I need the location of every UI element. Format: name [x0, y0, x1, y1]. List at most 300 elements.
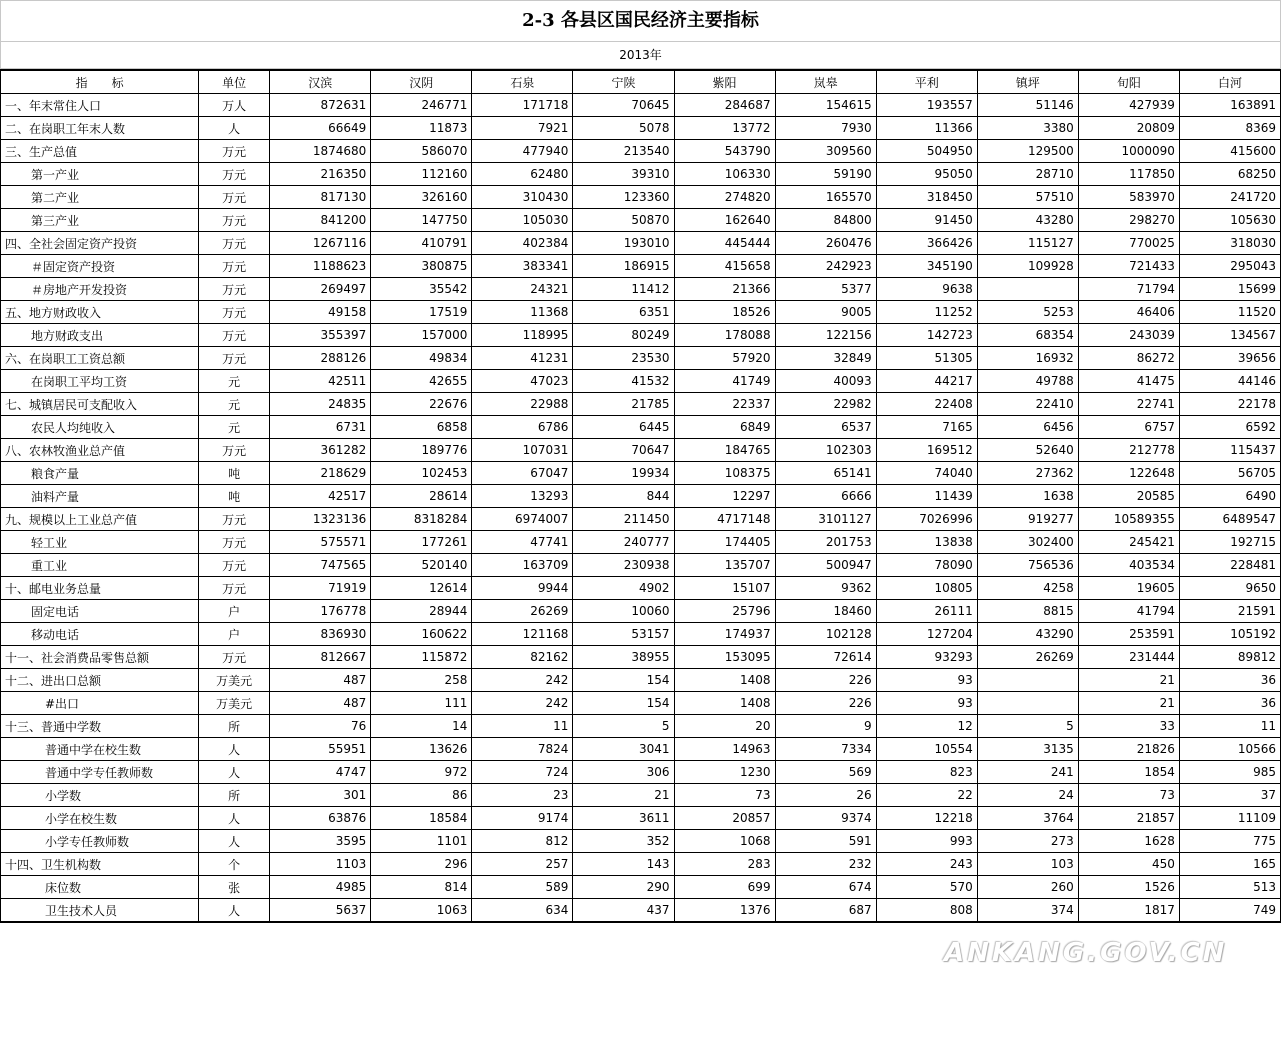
- value-cell: 4717148: [674, 508, 775, 531]
- value-cell: 169512: [876, 439, 977, 462]
- indicator-label: 十四、卫生机构数: [1, 853, 199, 876]
- value-cell: 35542: [371, 278, 472, 301]
- value-cell: 12: [876, 715, 977, 738]
- table-row: [1, 738, 1281, 761]
- value-cell: 1638: [977, 485, 1078, 508]
- table-row: [1, 600, 1281, 623]
- indicator-label: 普通中学专任教师数: [1, 761, 199, 784]
- value-cell: 477940: [472, 140, 573, 163]
- unit-cell: 张: [199, 876, 270, 899]
- value-cell: 73: [1078, 784, 1179, 807]
- header-indicator: 指 标: [1, 70, 199, 94]
- value-cell: 22988: [472, 393, 573, 416]
- indicator-label: 四、全社会固定资产投资: [1, 232, 199, 255]
- value-cell: 59190: [775, 163, 876, 186]
- value-cell: 154615: [775, 94, 876, 117]
- value-cell: 5637: [270, 899, 371, 923]
- unit-cell: 万元: [199, 209, 270, 232]
- indicator-label: 一、年末常住人口: [1, 94, 199, 117]
- value-cell: 129500: [977, 140, 1078, 163]
- header-xunyang: 旬阳: [1078, 70, 1179, 94]
- value-cell: 22676: [371, 393, 472, 416]
- value-cell: 226: [775, 692, 876, 715]
- indicator-table: [0, 69, 1281, 923]
- value-cell: 153095: [674, 646, 775, 669]
- value-cell: 9: [775, 715, 876, 738]
- value-cell: 3380: [977, 117, 1078, 140]
- value-cell: 355397: [270, 324, 371, 347]
- indicator-label: ＃固定资产投资: [1, 255, 199, 278]
- value-cell: 445444: [674, 232, 775, 255]
- value-cell: 184765: [674, 439, 775, 462]
- value-cell: 23530: [573, 347, 674, 370]
- table-row: [1, 485, 1281, 508]
- value-cell: 44146: [1179, 370, 1280, 393]
- unit-cell: 万元: [199, 439, 270, 462]
- value-cell: 383341: [472, 255, 573, 278]
- table-row: [1, 393, 1281, 416]
- unit-cell: 万元: [199, 554, 270, 577]
- indicator-label: 十二、进出口总额: [1, 669, 199, 692]
- value-cell: 11: [1179, 715, 1280, 738]
- value-cell: 4985: [270, 876, 371, 899]
- value-cell: 3041: [573, 738, 674, 761]
- value-cell: 415600: [1179, 140, 1280, 163]
- header-row: [1, 70, 1281, 94]
- value-cell: 6537: [775, 416, 876, 439]
- value-cell: 1188623: [270, 255, 371, 278]
- value-cell: 6974007: [472, 508, 573, 531]
- indicator-label: 轻工业: [1, 531, 199, 554]
- value-cell: 1817: [1078, 899, 1179, 923]
- unit-cell: 万元: [199, 301, 270, 324]
- value-cell: 1230: [674, 761, 775, 784]
- value-cell: 122648: [1078, 462, 1179, 485]
- value-cell: 273: [977, 830, 1078, 853]
- header-hanyin: 汉阴: [371, 70, 472, 94]
- value-cell: 575571: [270, 531, 371, 554]
- value-cell: 7334: [775, 738, 876, 761]
- table-row: [1, 324, 1281, 347]
- value-cell: 163709: [472, 554, 573, 577]
- value-cell: 41231: [472, 347, 573, 370]
- indicator-label: 地方财政支出: [1, 324, 199, 347]
- header-zhenping: 镇坪: [977, 70, 1078, 94]
- value-cell: 5: [977, 715, 1078, 738]
- value-cell: 42511: [270, 370, 371, 393]
- value-cell: 22982: [775, 393, 876, 416]
- value-cell: 12297: [674, 485, 775, 508]
- value-cell: 21: [1078, 669, 1179, 692]
- value-cell: 33: [1078, 715, 1179, 738]
- unit-cell: 个: [199, 853, 270, 876]
- value-cell: 80249: [573, 324, 674, 347]
- indicator-label: 十、邮电业务总量: [1, 577, 199, 600]
- table-row: [1, 876, 1281, 899]
- value-cell: 112160: [371, 163, 472, 186]
- unit-cell: 万元: [199, 324, 270, 347]
- table-body: [1, 94, 1281, 923]
- indicator-label: 床位数: [1, 876, 199, 899]
- value-cell: 27362: [977, 462, 1078, 485]
- value-cell: 18460: [775, 600, 876, 623]
- value-cell: 40093: [775, 370, 876, 393]
- value-cell: 241720: [1179, 186, 1280, 209]
- value-cell: 260: [977, 876, 1078, 899]
- value-cell: 520140: [371, 554, 472, 577]
- value-cell: 11439: [876, 485, 977, 508]
- value-cell: 23: [472, 784, 573, 807]
- value-cell: 6757: [1078, 416, 1179, 439]
- value-cell: 105192: [1179, 623, 1280, 646]
- value-cell: 985: [1179, 761, 1280, 784]
- indicator-label: 小学数: [1, 784, 199, 807]
- value-cell: 51146: [977, 94, 1078, 117]
- value-cell: 5078: [573, 117, 674, 140]
- value-cell: 47023: [472, 370, 573, 393]
- unit-cell: 人: [199, 830, 270, 853]
- unit-cell: 万美元: [199, 692, 270, 715]
- value-cell: 25796: [674, 600, 775, 623]
- value-cell: 1068: [674, 830, 775, 853]
- value-cell: 37: [1179, 784, 1280, 807]
- value-cell: 55951: [270, 738, 371, 761]
- value-cell: 63876: [270, 807, 371, 830]
- value-cell: 11368: [472, 301, 573, 324]
- value-cell: 171718: [472, 94, 573, 117]
- table-row: [1, 577, 1281, 600]
- value-cell: 212778: [1078, 439, 1179, 462]
- value-cell: 174937: [674, 623, 775, 646]
- value-cell: 50870: [573, 209, 674, 232]
- value-cell: 134567: [1179, 324, 1280, 347]
- value-cell: 1101: [371, 830, 472, 853]
- value-cell: 143: [573, 853, 674, 876]
- value-cell: 260476: [775, 232, 876, 255]
- value-cell: 22410: [977, 393, 1078, 416]
- value-cell: 12218: [876, 807, 977, 830]
- value-cell: 22337: [674, 393, 775, 416]
- value-cell: 687: [775, 899, 876, 923]
- value-cell: 240777: [573, 531, 674, 554]
- site-watermark: ANKANG.GOV.CN: [944, 938, 1228, 968]
- value-cell: 1526: [1078, 876, 1179, 899]
- value-cell: 86272: [1078, 347, 1179, 370]
- value-cell: 26111: [876, 600, 977, 623]
- value-cell: 20585: [1078, 485, 1179, 508]
- value-cell: 21: [1078, 692, 1179, 715]
- unit-cell: 元: [199, 416, 270, 439]
- unit-cell: 万元: [199, 140, 270, 163]
- value-cell: 9944: [472, 577, 573, 600]
- value-cell: 105630: [1179, 209, 1280, 232]
- value-cell: 192715: [1179, 531, 1280, 554]
- value-cell: 10554: [876, 738, 977, 761]
- indicator-label: 普通中学在校生数: [1, 738, 199, 761]
- indicator-label: 第三产业: [1, 209, 199, 232]
- value-cell: 20857: [674, 807, 775, 830]
- value-cell: 6731: [270, 416, 371, 439]
- value-cell: 6456: [977, 416, 1078, 439]
- unit-cell: 人: [199, 899, 270, 923]
- value-cell: 298270: [1078, 209, 1179, 232]
- value-cell: 89812: [1179, 646, 1280, 669]
- value-cell: 86: [371, 784, 472, 807]
- unit-cell: 人: [199, 807, 270, 830]
- value-cell: 11252: [876, 301, 977, 324]
- value-cell: 72614: [775, 646, 876, 669]
- value-cell: 21826: [1078, 738, 1179, 761]
- table-row: [1, 761, 1281, 784]
- table-row: [1, 623, 1281, 646]
- value-cell: 13293: [472, 485, 573, 508]
- header-langao: 岚皋: [775, 70, 876, 94]
- indicator-label: 小学专任教师数: [1, 830, 199, 853]
- value-cell: 770025: [1078, 232, 1179, 255]
- value-cell: 19934: [573, 462, 674, 485]
- table-row: [1, 853, 1281, 876]
- unit-cell: 万元: [199, 232, 270, 255]
- value-cell: 589: [472, 876, 573, 899]
- value-cell: 309560: [775, 140, 876, 163]
- value-cell: 26: [775, 784, 876, 807]
- value-cell: 21591: [1179, 600, 1280, 623]
- indicator-label: 农民人均纯收入: [1, 416, 199, 439]
- value-cell: 93: [876, 669, 977, 692]
- value-cell: 257: [472, 853, 573, 876]
- value-cell: 160622: [371, 623, 472, 646]
- value-cell: 246771: [371, 94, 472, 117]
- value-cell: 102453: [371, 462, 472, 485]
- value-cell: 3101127: [775, 508, 876, 531]
- table-row: [1, 301, 1281, 324]
- value-cell: 41475: [1078, 370, 1179, 393]
- value-cell: 177261: [371, 531, 472, 554]
- value-cell: 1408: [674, 692, 775, 715]
- value-cell: 9374: [775, 807, 876, 830]
- table-row: [1, 117, 1281, 140]
- indicator-label: 第一产业: [1, 163, 199, 186]
- value-cell: 22178: [1179, 393, 1280, 416]
- value-cell: 8815: [977, 600, 1078, 623]
- value-cell: 634: [472, 899, 573, 923]
- value-cell: 402384: [472, 232, 573, 255]
- value-cell: 6858: [371, 416, 472, 439]
- table-row: [1, 531, 1281, 554]
- value-cell: 218629: [270, 462, 371, 485]
- unit-cell: 万元: [199, 278, 270, 301]
- header-hanbin: 汉滨: [270, 70, 371, 94]
- indicator-label: 五、地方财政收入: [1, 301, 199, 324]
- value-cell: 11: [472, 715, 573, 738]
- table-row: [1, 255, 1281, 278]
- indicator-label: 第二产业: [1, 186, 199, 209]
- value-cell: 1874680: [270, 140, 371, 163]
- value-cell: 674: [775, 876, 876, 899]
- value-cell: 28614: [371, 485, 472, 508]
- value-cell: 56705: [1179, 462, 1280, 485]
- value-cell: 253591: [1078, 623, 1179, 646]
- value-cell: 49834: [371, 347, 472, 370]
- indicator-label: 九、规模以上工业总产值: [1, 508, 199, 531]
- value-cell: 52640: [977, 439, 1078, 462]
- value-cell: 245421: [1078, 531, 1179, 554]
- value-cell: 216350: [270, 163, 371, 186]
- value-cell: 570: [876, 876, 977, 899]
- value-cell: 487: [270, 692, 371, 715]
- value-cell: 105030: [472, 209, 573, 232]
- value-cell: 228481: [1179, 554, 1280, 577]
- unit-cell: 人: [199, 761, 270, 784]
- value-cell: 123360: [573, 186, 674, 209]
- value-cell: 18584: [371, 807, 472, 830]
- unit-cell: 所: [199, 715, 270, 738]
- value-cell: 41749: [674, 370, 775, 393]
- table-row: [1, 462, 1281, 485]
- value-cell: 13838: [876, 531, 977, 554]
- value-cell: 283: [674, 853, 775, 876]
- value-cell: 844: [573, 485, 674, 508]
- table-row: [1, 370, 1281, 393]
- value-cell: 26269: [977, 646, 1078, 669]
- value-cell: 49158: [270, 301, 371, 324]
- unit-cell: 万元: [199, 186, 270, 209]
- table-row: [1, 830, 1281, 853]
- unit-cell: 所: [199, 784, 270, 807]
- table-row: [1, 347, 1281, 370]
- value-cell: 117850: [1078, 163, 1179, 186]
- value-cell: 28944: [371, 600, 472, 623]
- value-cell: 102303: [775, 439, 876, 462]
- value-cell: 32849: [775, 347, 876, 370]
- value-cell: 111: [371, 692, 472, 715]
- value-cell: 1854: [1078, 761, 1179, 784]
- value-cell: 274820: [674, 186, 775, 209]
- value-cell: 3764: [977, 807, 1078, 830]
- value-cell: 1628: [1078, 830, 1179, 853]
- value-cell: 24321: [472, 278, 573, 301]
- value-cell: 543790: [674, 140, 775, 163]
- unit-cell: 万元: [199, 577, 270, 600]
- value-cell: 21785: [573, 393, 674, 416]
- value-cell: 513: [1179, 876, 1280, 899]
- unit-cell: 吨: [199, 462, 270, 485]
- header-shiquan: 石泉: [472, 70, 573, 94]
- value-cell: 8318284: [371, 508, 472, 531]
- value-cell: 7921: [472, 117, 573, 140]
- value-cell: 115872: [371, 646, 472, 669]
- value-cell: 352: [573, 830, 674, 853]
- value-cell: 1000090: [1078, 140, 1179, 163]
- value-cell: 504950: [876, 140, 977, 163]
- value-cell: 21857: [1078, 807, 1179, 830]
- unit-cell: 吨: [199, 485, 270, 508]
- value-cell: 410791: [371, 232, 472, 255]
- header-unit: 单位: [199, 70, 270, 94]
- value-cell: 17519: [371, 301, 472, 324]
- value-cell: 19605: [1078, 577, 1179, 600]
- table-row: [1, 899, 1281, 923]
- unit-cell: 万元: [199, 531, 270, 554]
- value-cell: 53157: [573, 623, 674, 646]
- indicator-label: 在岗职工平均工资: [1, 370, 199, 393]
- value-cell: 142723: [876, 324, 977, 347]
- table-row: [1, 186, 1281, 209]
- value-cell: 193010: [573, 232, 674, 255]
- value-cell: 361282: [270, 439, 371, 462]
- value-cell: 3595: [270, 830, 371, 853]
- value-cell: 586070: [371, 140, 472, 163]
- value-cell: 13626: [371, 738, 472, 761]
- unit-cell: 户: [199, 600, 270, 623]
- value-cell: 106330: [674, 163, 775, 186]
- table-row: [1, 508, 1281, 531]
- value-cell: 326160: [371, 186, 472, 209]
- indicator-label: 粮食产量: [1, 462, 199, 485]
- value-cell: 366426: [876, 232, 977, 255]
- value-cell: 178088: [674, 324, 775, 347]
- table-row: [1, 416, 1281, 439]
- value-cell: 13772: [674, 117, 775, 140]
- value-cell: 9362: [775, 577, 876, 600]
- value-cell: 747565: [270, 554, 371, 577]
- value-cell: 154: [573, 669, 674, 692]
- value-cell: 103: [977, 853, 1078, 876]
- unit-cell: 人: [199, 738, 270, 761]
- indicator-label: 十三、普通中学数: [1, 715, 199, 738]
- value-cell: 47741: [472, 531, 573, 554]
- value-cell: 242923: [775, 255, 876, 278]
- value-cell: 1323136: [270, 508, 371, 531]
- value-cell: 174405: [674, 531, 775, 554]
- value-cell: 91450: [876, 209, 977, 232]
- table-row: [1, 554, 1281, 577]
- indicator-label: 重工业: [1, 554, 199, 577]
- value-cell: 11412: [573, 278, 674, 301]
- value-cell: [977, 692, 1078, 715]
- value-cell: 318450: [876, 186, 977, 209]
- indicator-label: #出口: [1, 692, 199, 715]
- value-cell: 39656: [1179, 347, 1280, 370]
- value-cell: 51305: [876, 347, 977, 370]
- value-cell: 176778: [270, 600, 371, 623]
- value-cell: 22: [876, 784, 977, 807]
- value-cell: 118995: [472, 324, 573, 347]
- value-cell: 4747: [270, 761, 371, 784]
- value-cell: 295043: [1179, 255, 1280, 278]
- value-cell: 583970: [1078, 186, 1179, 209]
- value-cell: 14: [371, 715, 472, 738]
- unit-cell: 户: [199, 623, 270, 646]
- value-cell: 165: [1179, 853, 1280, 876]
- value-cell: 82162: [472, 646, 573, 669]
- value-cell: 74040: [876, 462, 977, 485]
- value-cell: 9638: [876, 278, 977, 301]
- value-cell: 70647: [573, 439, 674, 462]
- value-cell: 41532: [573, 370, 674, 393]
- table-row: [1, 140, 1281, 163]
- value-cell: 296: [371, 853, 472, 876]
- value-cell: 919277: [977, 508, 1078, 531]
- value-cell: 3135: [977, 738, 1078, 761]
- value-cell: 6666: [775, 485, 876, 508]
- value-cell: 16932: [977, 347, 1078, 370]
- value-cell: 11109: [1179, 807, 1280, 830]
- value-cell: 836930: [270, 623, 371, 646]
- value-cell: 7930: [775, 117, 876, 140]
- unit-cell: 万元: [199, 163, 270, 186]
- value-cell: 310430: [472, 186, 573, 209]
